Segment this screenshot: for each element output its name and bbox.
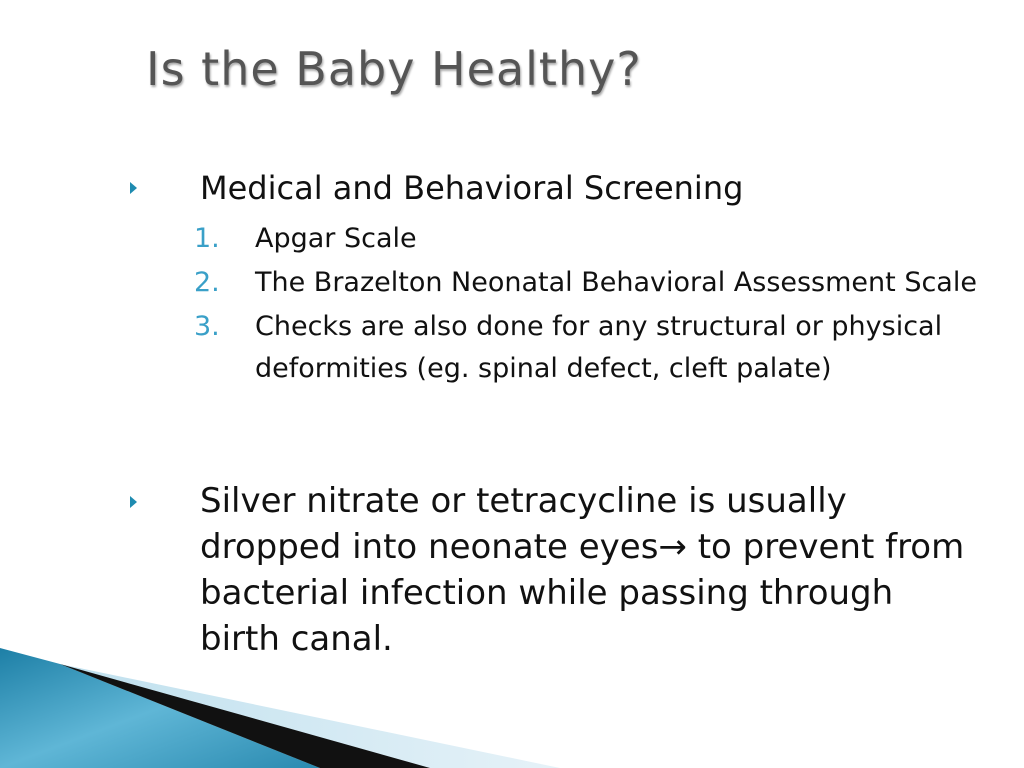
bullet-text: Medical and Behavioral Screening xyxy=(200,169,744,207)
list-item xyxy=(194,218,984,260)
screening-list xyxy=(194,218,984,392)
list-item xyxy=(194,262,984,304)
list-number: 3. xyxy=(194,311,220,342)
swoosh-blue-band xyxy=(0,648,320,768)
list-item-text: The Brazelton Neonatal Behavioral Assessment Scale xyxy=(255,267,977,298)
bullet-arrow-icon xyxy=(130,496,137,508)
list-item xyxy=(194,306,984,390)
bullet-text: Silver nitrate or tetracycline is usually dropped into neonate eyes→ to prevent from bacterial infection while passing through birth canal. xyxy=(200,481,965,659)
slide-title: Is the Baby Healthy? xyxy=(146,42,642,96)
list-item-text: Checks are also done for any structural or physical deformities (eg. spinal defect, cleft palate) xyxy=(255,311,943,384)
list-number: 2. xyxy=(194,267,220,298)
list-number: 1. xyxy=(194,223,220,254)
list-item-text: Apgar Scale xyxy=(255,223,417,254)
bullet-arrow-icon xyxy=(130,182,137,194)
